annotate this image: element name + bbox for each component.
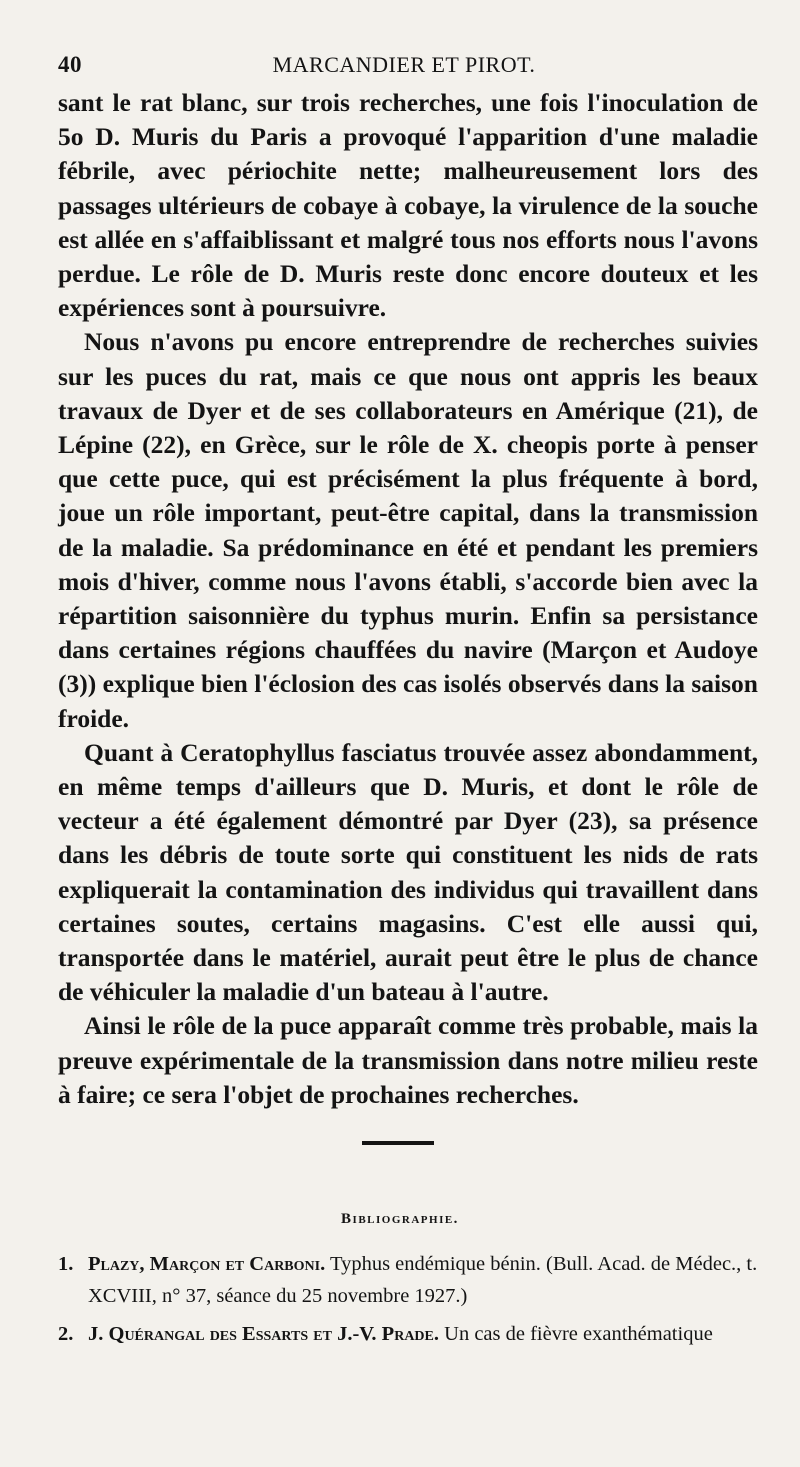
body-text [58, 86, 758, 1112]
bibliography-item-authors: J. Quérangal des Essarts et J.-V. Prade. [88, 1323, 440, 1345]
bibliography-item-text: Typhus endémique bénin. (Bull. Acad. de Médec., t. XCVIII, n° 37, séance du 25 novembre 1927.) [88, 1253, 758, 1307]
bibliography-item-text: Un cas de fièvre exanthématique [444, 1323, 713, 1345]
bibliography-item-number: 2. [58, 1323, 74, 1345]
bibliography-heading: Bibliographie. [341, 1211, 459, 1227]
paragraph-1: sant le rat blanc, sur trois recherches, une fois l'inoculation de 5o D. Muris du Paris a provoqué l'apparition d'une maladie fébrile, avec périochite nette; malheureusement lors des passages ultérieurs de cobaye à cobaye, la virulence de la souche est allée en s'affaiblissant et malgré tous nos efforts nous l'avons perdue. Le rôle de D. Muris reste donc encore douteux et les expériences sont à poursuivre. [58, 88, 758, 323]
running-head: MARCANDIER ET PIROT. [272, 52, 536, 77]
section-divider [362, 1141, 434, 1145]
bibliography-item [58, 1248, 758, 1312]
bibliography-item-number: 1. [58, 1253, 74, 1275]
bibliography-list [58, 1248, 758, 1356]
paragraph-3: Quant à Ceratophyllus fasciatus trouvée assez abondamment, en même temps d'ailleurs que D. Muris, et dont le rôle de vecteur a été également démontré par Dyer (23), sa présence dans les débris de toute sorte qui constituent les nids de rats expliquerait la contamination des individus qui travaillent dans certaines soutes, certains magasins. C'est elle aussi qui, transportée dans le matériel, aurait peut être le plus de chance de véhiculer la maladie d'un bateau à l'autre. [58, 737, 758, 1007]
page-number: 40 [58, 52, 82, 77]
bibliography-item-authors: Plazy, Marçon et Carboni. [88, 1253, 326, 1275]
paragraph-2: Nous n'avons pu encore entreprendre de recherches suivies sur les puces du rat, mais ce que nous ont appris les beaux travaux de Dyer et de ses collaborateurs en Amérique (21), de Lépine (22), en Grèce, sur le rôle de X. cheopis porte à penser que cette puce, qui est précisément la plus fréquente à bord, joue un rôle important, peut-être capital, dans la transmission de la maladie. Sa prédominance en été et pendant les premiers mois d'hiver, comme nous l'avons établi, s'accorde bien avec la répartition saisonnière du typhus murin. Enfin sa persistance dans certaines régions chauffées du navire (Marçon et Audoye (3)) explique bien l'éclosion des cas isolés observés dans la saison froide. [58, 327, 758, 733]
bibliography-item [58, 1318, 758, 1350]
paragraph-4: Ainsi le rôle de la puce apparaît comme très probable, mais la preuve expérimentale de la transmission dans notre milieu reste à faire; ce sera l'objet de prochaines recherches. [58, 1011, 758, 1109]
